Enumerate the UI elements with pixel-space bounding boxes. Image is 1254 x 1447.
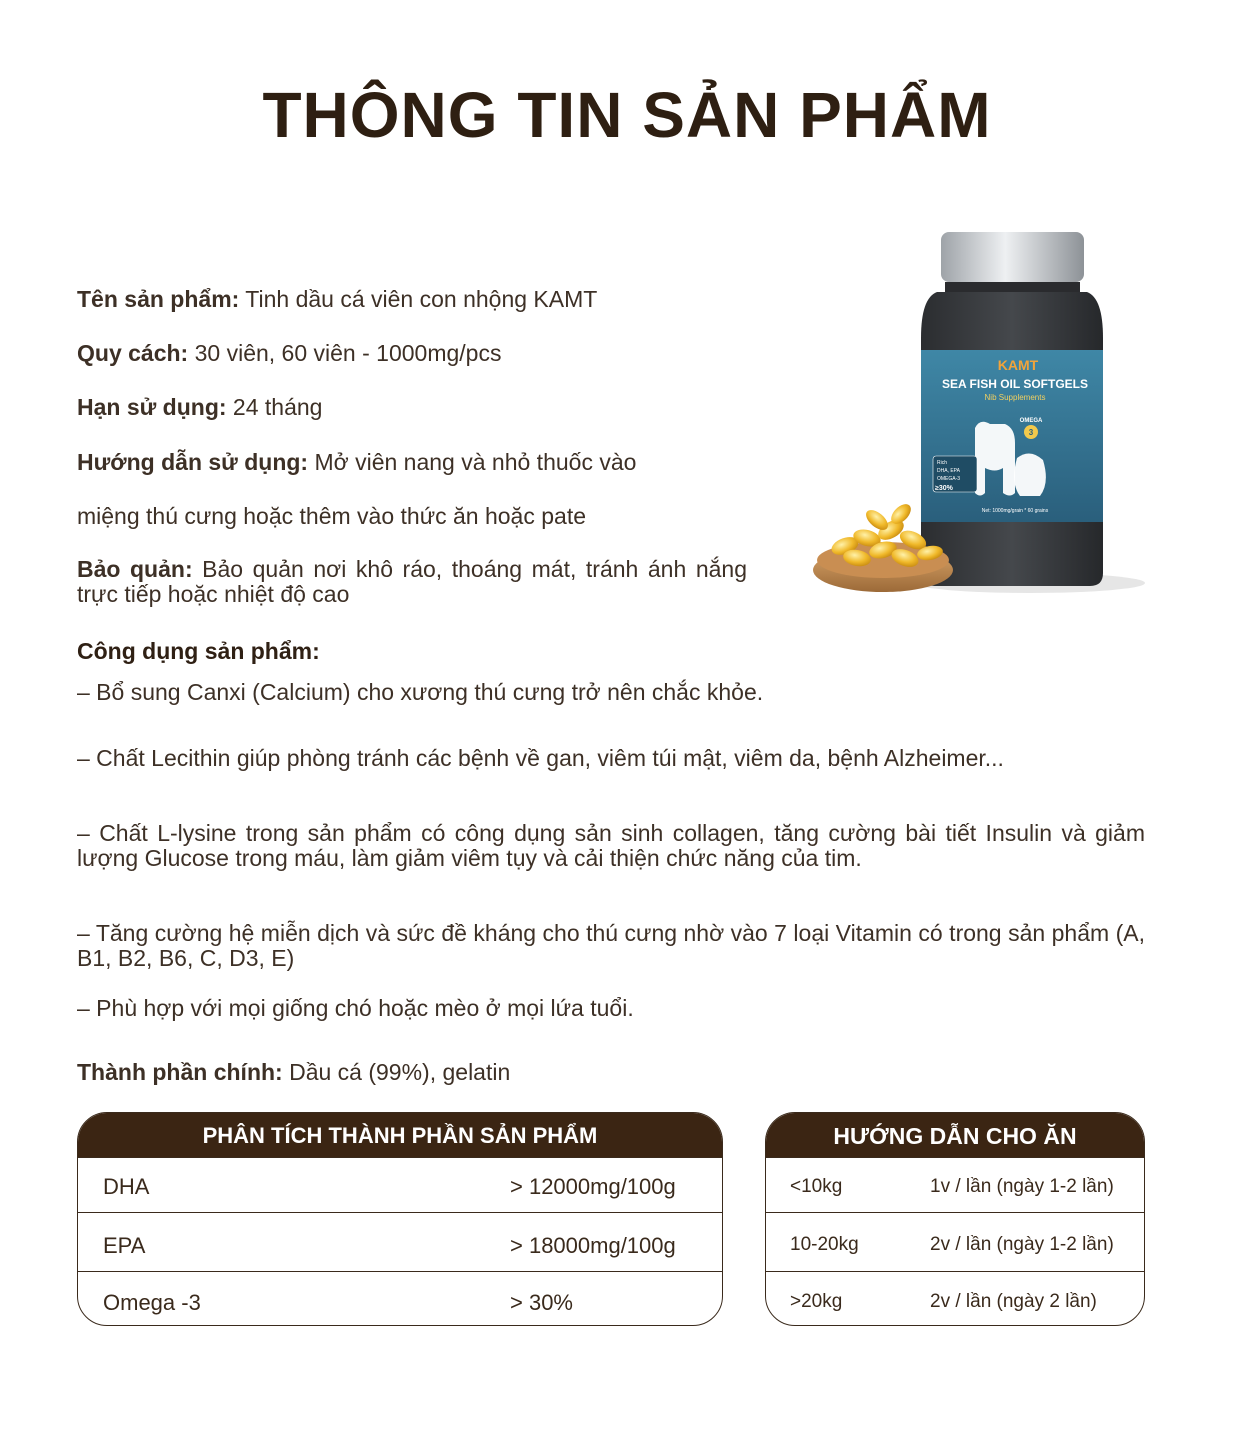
- fish-oil-bottle-illustration: [805, 228, 1150, 623]
- product-name-label: Tên sản phẩm:: [77, 286, 240, 312]
- label-rich-2: DHA, EPA: [937, 468, 960, 474]
- feeding-weight: 10-20kg: [790, 1234, 859, 1255]
- label-brand: KAMT: [997, 357, 1039, 373]
- table-row: [766, 1271, 1144, 1326]
- table-row: [78, 1157, 722, 1212]
- benefit-item: – Bổ sung Canxi (Calcium) cho xương thú cưng trở nên chắc khỏe.: [77, 679, 764, 705]
- spec-value: 30 viên, 60 viên - 1000mg/pcs: [188, 340, 502, 366]
- expiry-line: [77, 394, 322, 421]
- product-name-line: [77, 286, 597, 313]
- benefit-item: – Chất L-lysine trong sản phẩm có công dụng sản sinh collagen, tăng cường bài tiết Insulin và giảm lượng Glucose trong máu, làm giảm viêm tụy và cải thiện chức năng của tim.: [77, 820, 1145, 871]
- table-row: [766, 1157, 1144, 1212]
- label-omega-num: 3: [1028, 428, 1034, 437]
- spec-line: [77, 340, 501, 367]
- page-title: THÔNG TIN SẢN PHẨM: [262, 79, 992, 151]
- expiry-value: 24 tháng: [226, 394, 323, 420]
- analysis-table-header: PHÂN TÍCH THÀNH PHẦN SẢN PHẨM: [78, 1113, 722, 1157]
- expiry-label: Hạn sử dụng:: [77, 394, 227, 420]
- label-rich-1: Rich: [937, 460, 948, 466]
- usage-label: Hướng dẫn sử dụng:: [77, 449, 309, 475]
- table-row: [78, 1212, 722, 1271]
- spec-label: Quy cách:: [77, 340, 189, 366]
- label-omega: OMEGA: [1019, 418, 1043, 424]
- feeding-dose: 2v / lần (ngày 2 lần): [930, 1291, 1097, 1312]
- benefit-item: – Tăng cường hệ miễn dịch và sức đề kháng cho thú cưng nhờ vào 7 loại Vitamin có trong sản phẩm (A, B1, B2, B6, C, D3, E): [77, 920, 1145, 971]
- product-name-value: Tinh dầu cá viên con nhộng KAMT: [239, 286, 598, 312]
- storage-line: [77, 557, 747, 607]
- analysis-name: Omega -3: [103, 1290, 201, 1315]
- usage-value-1: Mở viên nang và nhỏ thuốc vào: [308, 449, 637, 475]
- storage-label: Bảo quản:: [77, 556, 193, 582]
- analysis-value: > 30%: [510, 1290, 573, 1315]
- table-row: [766, 1212, 1144, 1271]
- feeding-table: [765, 1112, 1145, 1326]
- ingredients-label: Thành phần chính:: [77, 1059, 283, 1085]
- label-percent: ≥30%: [935, 485, 953, 492]
- feeding-dose: 2v / lần (ngày 1-2 lần): [930, 1234, 1114, 1255]
- label-net: Net: 1000mg/grain * 60 grains: [981, 508, 1049, 514]
- label-name: SEA FISH OIL SOFTGELS: [941, 377, 1089, 391]
- product-image: [805, 228, 1150, 623]
- label-sub: Nib Supplements: [984, 393, 1046, 402]
- analysis-table-body: [78, 1157, 722, 1326]
- ingredients-line: [77, 1059, 510, 1086]
- analysis-name: EPA: [103, 1233, 146, 1258]
- storage-value: Bảo quản nơi khô ráo, thoáng mát, tránh ánh nắng trực tiếp hoặc nhiệt độ cao: [77, 556, 747, 607]
- feeding-weight: >20kg: [790, 1291, 843, 1312]
- benefit-item: – Chất Lecithin giúp phòng tránh các bệnh về gan, viêm túi mật, viêm da, bệnh Alzheimer...: [77, 745, 1004, 771]
- feeding-dose: 1v / lần (ngày 1-2 lần): [930, 1176, 1114, 1197]
- feeding-table-header: HƯỚNG DẪN CHO ĂN: [766, 1113, 1144, 1157]
- analysis-table: [77, 1112, 723, 1326]
- analysis-value: > 12000mg/100g: [510, 1174, 676, 1199]
- ingredients-value: Dầu cá (99%), gelatin: [282, 1059, 511, 1085]
- feeding-weight: <10kg: [790, 1176, 843, 1197]
- benefits-heading: Công dụng sản phẩm:: [77, 638, 320, 664]
- benefit-item: – Phù hợp với mọi giống chó hoặc mèo ở mọi lứa tuổi.: [77, 995, 634, 1021]
- analysis-value: > 18000mg/100g: [510, 1233, 676, 1258]
- feeding-table-body: [766, 1157, 1144, 1326]
- analysis-name: DHA: [103, 1174, 150, 1199]
- label-rich-3: OMEGA-3: [937, 476, 961, 482]
- usage-line: [77, 449, 636, 476]
- usage-line-2: miệng thú cưng hoặc thêm vào thức ăn hoặc pate: [77, 503, 586, 529]
- table-row: [78, 1271, 722, 1326]
